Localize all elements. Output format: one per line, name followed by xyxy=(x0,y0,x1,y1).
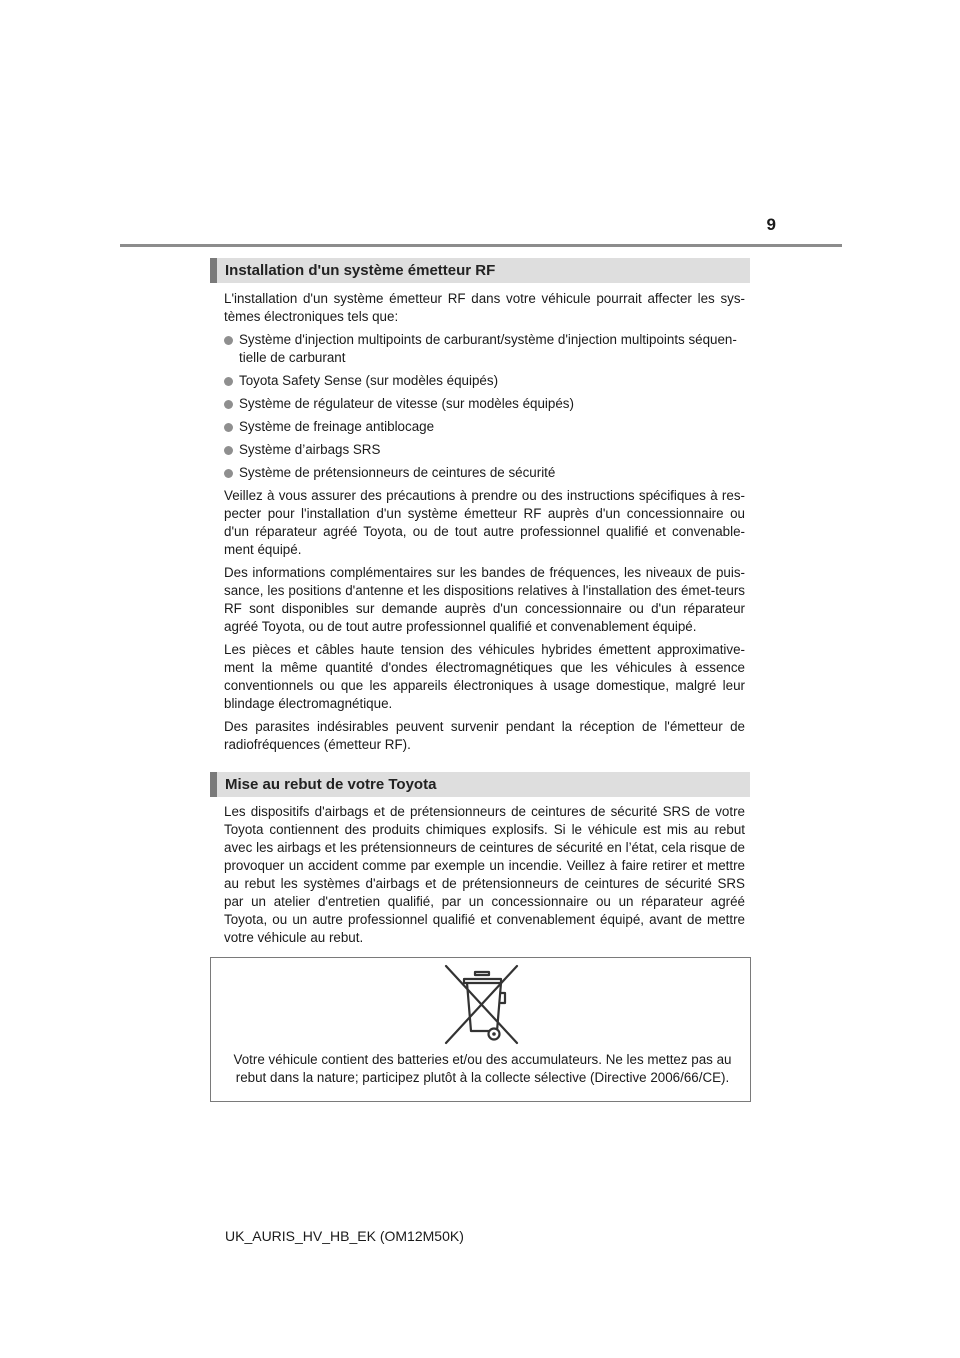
header-rule xyxy=(120,244,842,247)
intro-paragraph: L'installation d'un système émetteur RF dans votre véhicule pourrait affecter les sys-tèmes électroniques tels que: xyxy=(224,291,745,324)
bullet-icon xyxy=(224,423,233,432)
notice-text: Votre véhicule contient des batteries et/ou des accumulateurs. Ne les mettez pas au rebut dans la nature; participez plutôt à la collecte sélective (Directive 2006/66/CE). xyxy=(233,1052,732,1085)
list-item: Système de régulateur de vitesse (sur modèles équipés) xyxy=(224,395,745,413)
list-item: Système de prétensionneurs de ceintures de sécurité xyxy=(224,464,745,482)
document-code: UK_AURIS_HV_HB_EK (OM12M50K) xyxy=(225,1228,464,1244)
list-item: Toyota Safety Sense (sur modèles équipés) xyxy=(224,372,745,390)
list-item: Système d’airbags SRS xyxy=(224,441,745,459)
crossed-out-wheelie-bin-icon xyxy=(442,963,522,1045)
paragraph: Des parasites indésirables peuvent survenir pendant la réception de l'émetteur de radiofréquences (émetteur RF). xyxy=(224,719,745,752)
paragraph: Des informations complémentaires sur les bandes de fréquences, les niveaux de puis-sance, les positions d'antenne et les dispositions relatives à l'installation des émet-teurs RF sont disponibles sur demande auprès d'un concessionnaire ou d'un réparateur agréé Toyota, ou de tout autre professionnel qualifié et convenablement équipé. xyxy=(224,565,745,634)
paragraph: Les pièces et câbles haute tension des véhicules hybrides émettent approximative-ment la même quantité d'ondes électromagnétiques que les véhicules à essence conventionnels ou que les appareils électroniques à usage domestique, malgré leur blindage électromagnétique. xyxy=(224,642,745,711)
section-body-rf-installation xyxy=(224,290,745,759)
bullet-icon xyxy=(224,400,233,409)
paragraph: Veillez à vous assurer des précautions à prendre ou des instructions spécifiques à res-pecter pour l'installation d'un système émetteur RF auprès d'un concessionnaire ou d'un réparateur agréé Toyota, ou de tout autre professionnel qualifié et convenable-ment équipé. xyxy=(224,488,745,557)
bullet-icon xyxy=(224,377,233,386)
affected-systems-list xyxy=(224,331,745,482)
section-title: Installation d'un système émetteur RF xyxy=(225,262,496,279)
paragraph: Les dispositifs d'airbags et de prétensionneurs de ceintures de sécurité SRS de votre Toyota contiennent des produits chimiques explosifs. Si le véhicule est mis au rebut avec les airbags et les prétensionneurs de ceintures de sécurité en l’état, cela risque de provoquer un accident comme par exemple un incendie. Veillez à faire retirer et mettre au rebut les systèmes d'airbags et de prétensionneurs de ceintures de sécurité SRS par un atelier d'entretien qualifié, par un concessionnaire ou un réparateur agréé Toyota, ou un autre professionnel qualifié et convenablement équipé, avant de mettre votre véhicule au rebut. xyxy=(224,804,745,945)
list-item: Système d'injection multipoints de carburant/système d'injection multipoints séquen-tielle de carburant xyxy=(224,331,745,367)
bullet-icon xyxy=(224,469,233,478)
section-body-disposal xyxy=(224,803,745,952)
battery-disposal-notice xyxy=(210,957,751,1102)
section-header-rf-installation xyxy=(210,258,750,283)
list-item: Système de freinage antiblocage xyxy=(224,418,745,436)
section-header-disposal xyxy=(210,772,750,797)
section-title: Mise au rebut de votre Toyota xyxy=(225,776,437,793)
page-number: 9 xyxy=(766,215,776,234)
bullet-icon xyxy=(224,336,233,345)
bullet-icon xyxy=(224,446,233,455)
